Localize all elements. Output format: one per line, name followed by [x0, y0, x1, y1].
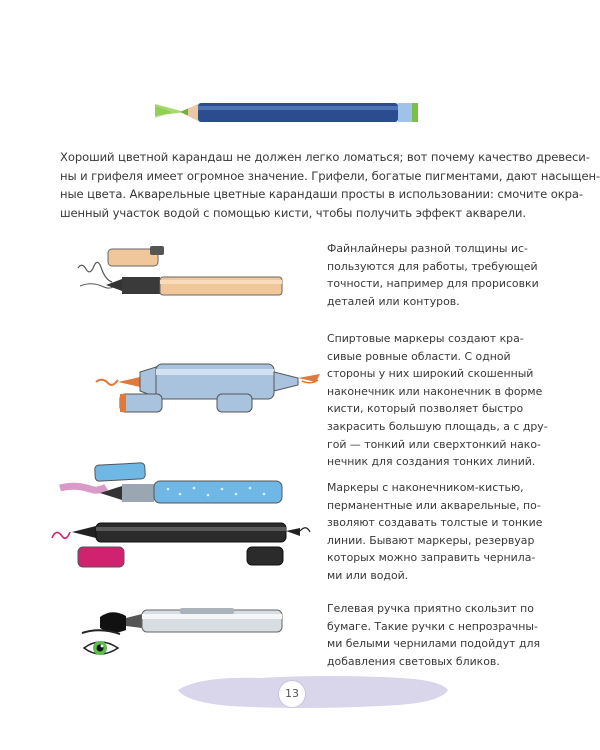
intro-line: Хороший цветной карандаш не должен легко ломаться; вот почему качество древеси-: [60, 150, 590, 164]
text-line: Маркеры с наконечником-кистью,: [327, 481, 524, 494]
text-line: добавления световых бликов.: [327, 654, 500, 668]
alcohol-marker-icon: [96, 364, 320, 412]
gel-pen-description: [327, 600, 577, 670]
text-line: сивые ровные области. С одной: [327, 349, 511, 363]
page-number: 13: [278, 680, 306, 708]
text-line: ми белыми чернилами подойдут для: [327, 637, 541, 651]
text-line: ми или водой.: [327, 568, 409, 582]
text-line: кисти, который позволяет быстро: [327, 402, 524, 416]
text-line: линии. Бывают маркеры, резервуар: [327, 533, 535, 547]
text-line: Файнлайнеры разной толщины ис-: [327, 242, 528, 255]
intro-line: ные цвета. Акварельные цветные карандаши просты в использовании: смочите окра-: [60, 187, 583, 202]
text-line: деталей или контуров.: [327, 294, 460, 308]
text-line: Спиртовые маркеры создают кра-: [327, 332, 524, 345]
footer-band: [178, 676, 448, 708]
eye-icon: [82, 630, 120, 655]
brush-pen-description: [327, 479, 577, 585]
fineliner-description: [327, 240, 577, 310]
text-line: которых можно заправить чернила-: [327, 551, 536, 565]
alcohol-marker-description: [327, 330, 577, 471]
text-line: закрасить большую площадь, а с дру-: [327, 419, 548, 433]
intro-paragraph: [60, 148, 600, 222]
brush-pen-icon: [52, 463, 310, 567]
intro-line: шенный участок водой с помощью кисти, чтобы получить эффект акварели.: [60, 205, 526, 220]
text-line: бумаге. Такие ручки с непрозрачны-: [327, 619, 538, 633]
text-line: гой — тонкий или сверхтонкий нако-: [327, 437, 541, 451]
text-line: точности, например для прорисовки: [327, 277, 539, 291]
pencil-icon: [155, 103, 418, 122]
text-line: стороны у них широкий скошенный: [327, 367, 534, 381]
text-line: пользуются для работы, требующей: [327, 259, 538, 273]
text-line: зволяют создавать толстые и тонкие: [327, 516, 543, 530]
gel-pen-icon: [100, 608, 282, 633]
intro-line: ны и грифеля имеет огромное значение. Грифели, богатые пигментами, дают насыщен-: [60, 168, 600, 183]
fineliner-icon: [78, 246, 282, 295]
text-line: наконечник или наконечник в форме: [327, 384, 543, 398]
text-line: Гелевая ручка приятно скользит по: [327, 602, 534, 615]
text-line: нечник для создания тонких линий.: [327, 455, 536, 469]
text-line: перманентные или акварельные, по-: [327, 498, 541, 512]
